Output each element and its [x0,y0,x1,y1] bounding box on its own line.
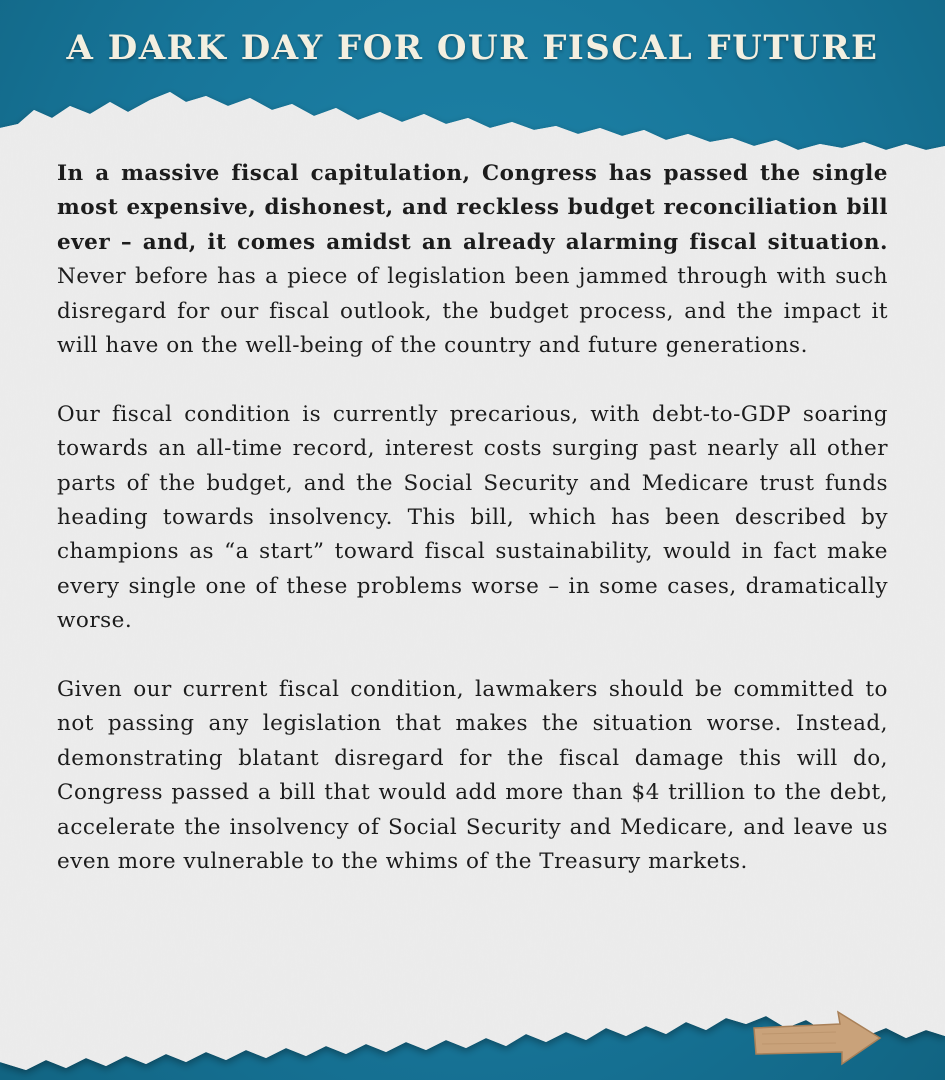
paragraph-3: Given our current fiscal condition, lawmakers should be committed to not passing any legislation that makes the situation worse. Instead, demonstrating blatant disregard for the fiscal damage this will do, Congress passed a bill that would add more than $4 trillion to the debt, accelerate the insolvency of Social Security and Medicare, and leave us even more vulnerable to the whims of the Treasury markets. [57,677,888,875]
arrow-right-icon [752,1010,884,1066]
paragraph-1-bold-lead: In a massive fiscal capitulation, Congress has passed the single most expensive, dishonest, and reckless budget reconciliation bill ever – and, it comes amidst an already alarming fiscal situation. [57,161,888,255]
paragraph-1 [57,157,888,363]
paragraph-2: Our fiscal condition is currently precarious, with debt-to-GDP soaring towards an all-time record, interest costs surging past nearly all other parts of the budget, and the Social Security and Medicare trust funds heading towards insolvency. This bill, which has been described by champions as “a start” toward fiscal sustainability, would in fact make every single one of these problems worse – in some cases, dramatically worse. [57,401,888,634]
article-body [57,157,888,914]
paragraph-1-text: Never before has a piece of legislation been jammed through with such disregard for our fiscal outlook, the budget process, and the impact it will have on the well-being of the country and future generations. [57,264,888,359]
next-button[interactable] [752,1010,884,1066]
page-title: A DARK DAY FOR OUR FISCAL FUTURE [66,28,879,68]
